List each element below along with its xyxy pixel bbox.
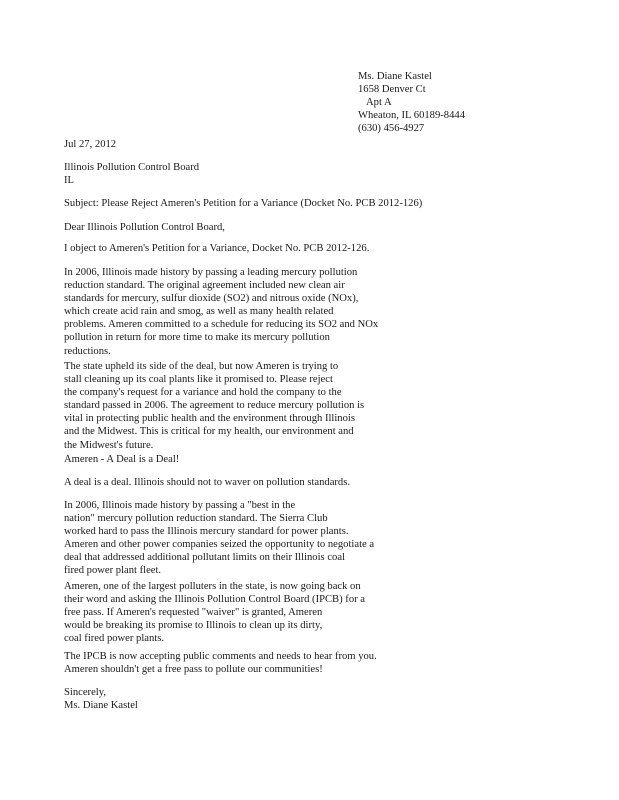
paragraph-line: nation" mercury pollution reduction standard. The Sierra Club — [64, 513, 328, 525]
recipient-name: Illinois Pollution Control Board — [64, 162, 200, 173]
paragraph-line: Ameren and other power companies seized the opportunity to negotiate a — [64, 539, 375, 551]
paragraph-8 — [64, 650, 377, 676]
letter-closing — [64, 686, 138, 712]
paragraph-line: Ameren shouldn't get a free pass to pollute our communities! — [64, 664, 323, 676]
paragraph-line: which create acid rain and smog, as well as many health related — [64, 306, 334, 318]
paragraph-6 — [64, 499, 374, 578]
paragraph-line: reductions. — [64, 345, 111, 357]
recipient-address — [64, 161, 199, 187]
paragraph-line: pollution in return for more time to make its mercury pollution — [64, 332, 330, 344]
signature-name: Ms. Diane Kastel — [64, 700, 138, 712]
paragraph-line: fired power plant fleet. — [64, 565, 162, 577]
paragraph-line: coal fired power plants. — [64, 633, 165, 645]
paragraph-line: stall cleaning up its coal plants like it promised to. Please reject — [64, 374, 333, 386]
letter-date: Jul 27, 2012 — [64, 139, 117, 150]
paragraph-line: The state upheld its side of the deal, but now Ameren is trying to — [64, 361, 339, 372]
paragraph-line: the company's request for a variance and hold the company to the — [64, 387, 342, 399]
paragraph-7 — [64, 580, 365, 645]
recipient-state: IL — [64, 175, 74, 187]
paragraph-line: vital in protecting public health and the environment through Illinois — [64, 413, 355, 425]
paragraph-3 — [64, 360, 364, 452]
paragraph-line: standards for mercury, sulfur dioxide (SO2) and nitrous oxide (NOx), — [64, 293, 359, 305]
letter-salutation: Dear Illinois Pollution Control Board, — [64, 222, 225, 233]
paragraph-line: In 2006, Illinois made history by passing a leading mercury pollution — [64, 267, 358, 278]
paragraph-line: free pass. If Ameren's requested "waiver" is granted, Ameren — [64, 607, 323, 619]
sender-street: 1658 Denver Ct — [358, 84, 426, 96]
paragraph-line: problems. Ameren committed to a schedule for reducing its SO2 and NOx — [64, 319, 379, 331]
paragraph-1-line-1: I object to Ameren's Petition for a Variance, Docket No. PCB 2012-126. — [64, 243, 370, 254]
sender-city-state-zip: Wheaton, IL 60189-8444 — [358, 110, 465, 122]
paragraph-2 — [64, 266, 378, 358]
paragraph-5-line-1: A deal is a deal. Illinois should not to waver on pollution standards. — [64, 477, 350, 488]
paragraph-4-heading: Ameren - A Deal is a Deal! — [64, 454, 180, 465]
closing-text: Sincerely, — [64, 687, 106, 698]
paragraph-line: the Midwest's future. — [64, 439, 154, 451]
paragraph-line: their word and asking the Illinois Pollution Control Board (IPCB) for a — [64, 594, 366, 606]
paragraph-line: Ameren, one of the largest polluters in the state, is now going back on — [64, 581, 361, 592]
paragraph-line: reduction standard. The original agreement included new clean air — [64, 280, 345, 292]
paragraph-line: standard passed in 2006. The agreement to reduce mercury pollution is — [64, 400, 365, 412]
letter-subject: Subject: Please Reject Ameren's Petition for a Variance (Docket No. PCB 2012-126) — [64, 198, 423, 209]
sender-unit: Apt A — [366, 97, 392, 109]
sender-name: Ms. Diane Kastel — [358, 71, 432, 82]
paragraph-line: In 2006, Illinois made history by passing a "best in the — [64, 500, 296, 511]
paragraph-line: and the Midwest. This is critical for my health, our environment and — [64, 426, 354, 438]
paragraph-line: deal that addressed additional pollutant limits on their Illinois coal — [64, 552, 345, 564]
paragraph-line: worked hard to pass the Illinois mercury standard for power plants. — [64, 526, 349, 538]
sender-phone: (630) 456-4927 — [358, 123, 425, 135]
sender-address — [358, 70, 465, 135]
paragraph-line: would be breaking its promise to Illinois to clean up its dirty, — [64, 620, 323, 632]
paragraph-line: The IPCB is now accepting public comments and needs to hear from you. — [64, 651, 377, 662]
